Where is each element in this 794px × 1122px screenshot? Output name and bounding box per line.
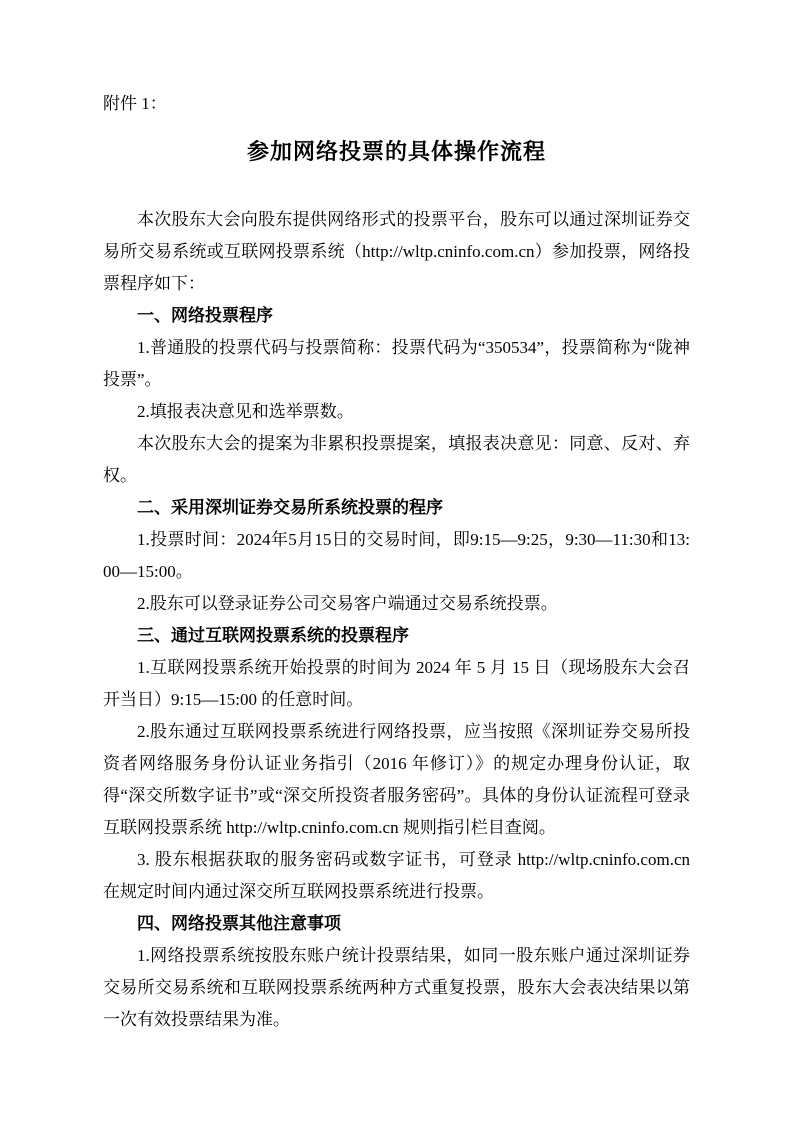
- attachment-label: 附件 1：: [103, 94, 167, 113]
- section-2-item-1: 1.投票时间：2024年5月15日的交易时间，即9:15—9:25，9:30—11:30和13:00—15:00。: [103, 530, 690, 581]
- section-1-note: 本次股东大会的提案为非累积投票提案，填报表决意见：同意、反对、弃权。: [103, 434, 690, 485]
- section-1-item-1: 1.普通股的投票代码与投票简称：投票代码为“350534”，投票简称为“陇神投票”。: [103, 338, 690, 389]
- document-title: 参加网络投票的具体操作流程: [246, 139, 546, 164]
- section-2-item-2: 2.股东可以登录证券公司交易客户端通过交易系统投票。: [137, 594, 558, 613]
- intro-paragraph: 本次股东大会向股东提供网络形式的投票平台，股东可以通过深圳证券交易所交易系统或互联网投票系统（http://wltp.cninfo.com.cn）参加投票，网络投票程序如下：: [103, 210, 690, 293]
- document-body: [103, 204, 690, 1036]
- section-4-item-1: 1.网络投票系统按股东账户统计投票结果，如同一股东账户通过深圳证券交易所交易系统和互联网投票系统两种方式重复投票，股东大会表决结果以第一次有效投票结果为准。: [103, 946, 690, 1029]
- section-3-heading: 三、通过互联网投票系统的投票程序: [137, 626, 409, 645]
- section-3-item-3: 3. 股东根据获取的服务密码或数字证书，可登录 http://wltp.cninfo.com.cn 在规定时间内通过深交所互联网投票系统进行投票。: [103, 850, 690, 901]
- section-1-heading: 一、网络投票程序: [137, 306, 273, 325]
- section-3-item-2: 2.股东通过互联网投票系统进行网络投票，应当按照《深圳证券交易所投资者网络服务身份认证业务指引（2016 年修订）》的规定办理身份认证，取得“深交所数字证书”或“深交所投资者服务密码”。具体的身份认证流程可登录互联网投票系统 http://wltp.cninfo.com.cn 规则指引栏目查阅。: [103, 722, 690, 837]
- section-4-heading: 四、网络投票其他注意事项: [137, 914, 341, 933]
- section-2-heading: 二、采用深圳证券交易所系统投票的程序: [137, 498, 443, 517]
- section-1-item-2: 2.填报表决意见和选举票数。: [137, 402, 354, 421]
- section-3-item-1: 1.互联网投票系统开始投票的时间为 2024 年 5 月 15 日（现场股东大会召开当日）9:15—15:00 的任意时间。: [103, 658, 690, 709]
